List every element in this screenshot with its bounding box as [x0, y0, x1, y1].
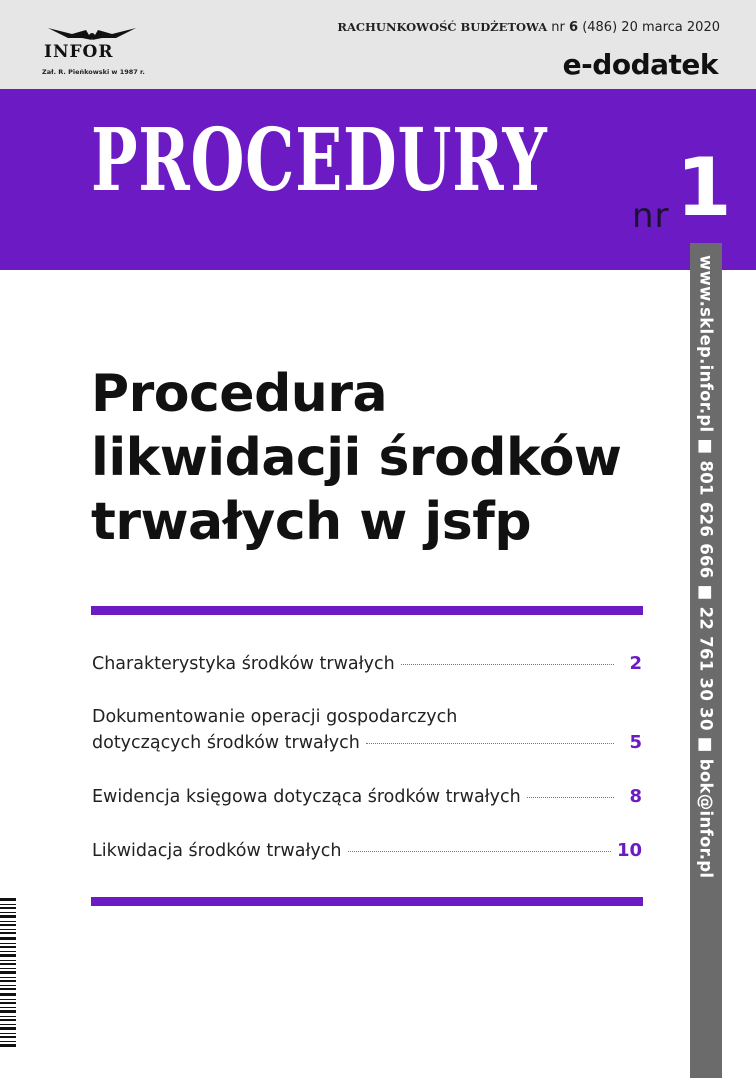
toc-page-number: 8 — [629, 786, 642, 807]
series-nr-value: 1 — [676, 141, 732, 234]
dot-leader — [348, 851, 611, 852]
series-title: PROCEDURY — [91, 110, 548, 211]
issue-prefix: nr — [551, 20, 565, 35]
contact-info: www.sklep.infor.pl ■ 801 626 666 ■ 22 761 30 30 ■ bok@infor.pl — [696, 255, 716, 879]
document-title — [91, 362, 681, 554]
toc-item-label: Ewidencja księgowa dotycząca środków trwałych — [92, 787, 521, 807]
toc-item-label: Likwidacja środków trwałych — [92, 841, 342, 861]
title-line: likwidacji środków — [91, 428, 622, 488]
edition-label: e-dodatek — [562, 48, 718, 81]
toc-page-number: 10 — [616, 840, 642, 861]
dot-leader — [401, 664, 614, 665]
series-nr-label: nr — [632, 196, 670, 236]
toc-page-number: 2 — [629, 653, 642, 674]
issue-number: 6 — [569, 20, 579, 35]
title-line: trwałych w jsfp — [91, 492, 532, 552]
title-line: Procedura — [91, 364, 388, 424]
toc-item-label: Charakterystyka środków trwałych — [92, 654, 395, 674]
toc-item[interactable] — [92, 651, 642, 677]
logo-tagline: Zał. R. Pieńkowski w 1987 r. — [42, 68, 145, 76]
magazine-name: RACHUNKOWOŚĆ BUDŻETOWA — [337, 20, 548, 34]
logo-wordmark: INFOR — [44, 42, 114, 62]
toc-item-label: dotyczących środków trwałych — [92, 733, 360, 753]
infor-logo — [42, 30, 145, 82]
toc-item[interactable] — [92, 838, 642, 864]
bottom-divider — [91, 897, 643, 906]
issue-info — [337, 20, 720, 35]
dot-leader — [366, 743, 614, 744]
toc-item[interactable] — [92, 784, 642, 810]
top-divider — [91, 606, 643, 615]
toc-page-number: 5 — [629, 732, 642, 753]
dot-leader — [527, 797, 614, 798]
issue-total: (486) — [582, 20, 618, 35]
barcode-icon — [0, 898, 16, 1048]
toc-item[interactable] — [92, 705, 642, 756]
top-header-bar — [0, 0, 756, 89]
toc-item-label: Dokumentowanie operacji gospodarczych — [92, 707, 458, 727]
issue-date: 20 marca 2020 — [621, 20, 720, 35]
